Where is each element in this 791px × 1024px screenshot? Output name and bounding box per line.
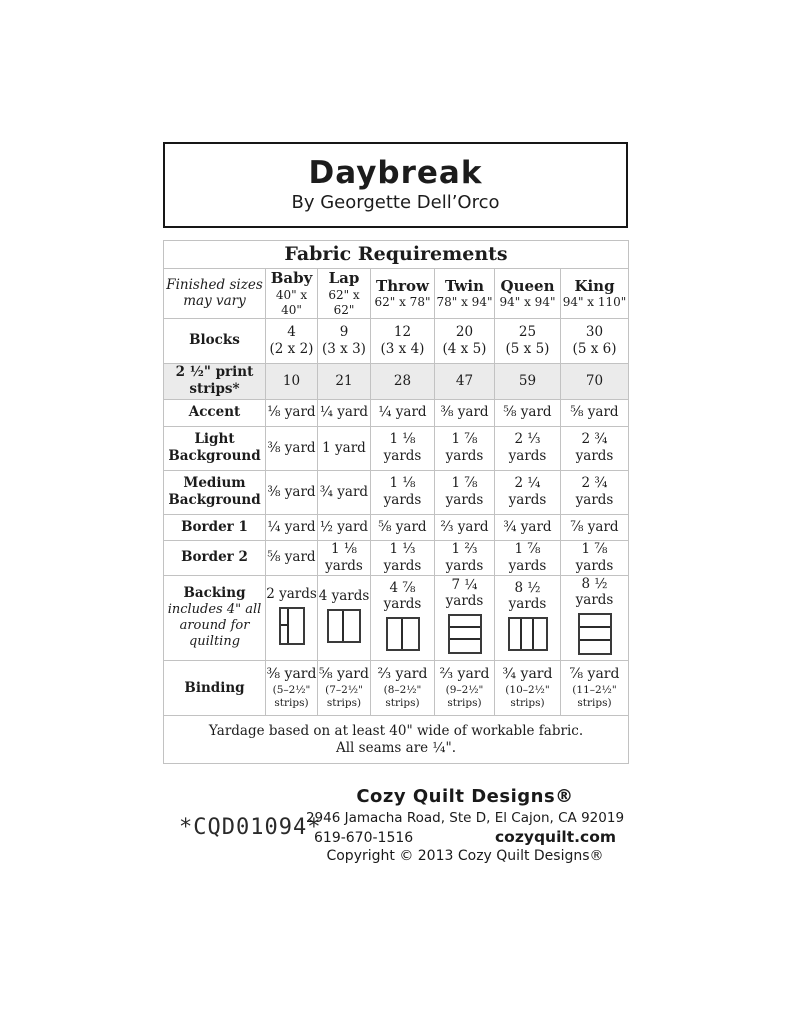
cell: ⅝ yard	[266, 540, 318, 575]
cell: 25 (5 x 5)	[495, 318, 561, 363]
cell: 8 ½ yards	[561, 575, 629, 661]
pattern-byline: By Georgette Dell’Orco	[291, 192, 500, 214]
cell: 8 ½ yards	[495, 575, 561, 661]
cell: 9 (3 x 3)	[318, 318, 371, 363]
cell: ⅝ yard (7–2½" strips)	[318, 661, 371, 716]
copyright-line: Copyright © 2013 Cozy Quilt Designs®	[326, 848, 604, 864]
cell: 2 ¾ yards	[561, 470, 629, 514]
table-row-border2	[164, 540, 629, 575]
company-block	[300, 786, 630, 864]
cell: 4 yards	[318, 575, 371, 661]
cell: 1 ⅞ yards	[435, 426, 495, 470]
column-header-throw: Throw 62" x 78"	[371, 269, 435, 319]
cell: 1 yard	[318, 426, 371, 470]
backing-diagram-queen	[508, 617, 548, 651]
cell: 47	[435, 363, 495, 399]
column-header-twin: Twin 78" x 94"	[435, 269, 495, 319]
table-title: Fabric Requirements	[164, 241, 629, 269]
cell: ¼ yard	[318, 399, 371, 426]
cell: ⅔ yard	[435, 514, 495, 540]
cell: ⅜ yard	[266, 470, 318, 514]
cell: 1 ⅛ yards	[371, 426, 435, 470]
table-row-blocks	[164, 318, 629, 363]
backing-diagram-throw	[386, 617, 420, 651]
company-address: 2946 Jamacha Road, Ste D, El Cajon, CA 92019	[305, 810, 625, 826]
cell: 2 ¾ yards	[561, 426, 629, 470]
cell: 1 ⅛ yards	[318, 540, 371, 575]
cell: 1 ⅞ yards	[435, 470, 495, 514]
pattern-title: Daybreak	[308, 154, 483, 191]
row-label: 2 ½" print strips*	[164, 363, 266, 399]
cell: ⅝ yard	[371, 514, 435, 540]
row-label: Border 1	[164, 514, 266, 540]
cell: ⅞ yard (11–2½" strips)	[561, 661, 629, 716]
cell: 20 (4 x 5)	[435, 318, 495, 363]
table-row-accent	[164, 399, 629, 426]
row-label: Blocks	[164, 318, 266, 363]
column-header-row	[164, 269, 629, 319]
cell: ⅞ yard	[561, 514, 629, 540]
cell: 21	[318, 363, 371, 399]
cell: ¼ yard	[266, 514, 318, 540]
fabric-requirements-table	[163, 240, 629, 764]
row-label: Medium Background	[164, 470, 266, 514]
cell: ½ yard	[318, 514, 371, 540]
row-label: Light Background	[164, 426, 266, 470]
cell: ⅜ yard (5–2½" strips)	[266, 661, 318, 716]
row-label: Backing includes 4" all around for quilting	[164, 575, 266, 661]
cell: ⅔ yard (9–2½" strips)	[435, 661, 495, 716]
backing-diagram-twin	[448, 614, 482, 654]
column-header-baby: Baby 40" x 40"	[266, 269, 318, 319]
cell: 30 (5 x 6)	[561, 318, 629, 363]
cell: ⅔ yard (8–2½" strips)	[371, 661, 435, 716]
yardage-footnote: Yardage based on at least 40" wide of workable fabric. All seams are ¼".	[164, 716, 629, 764]
company-phone: 619-670-1516	[314, 830, 414, 846]
cell: 70	[561, 363, 629, 399]
backing-note: includes 4" all around for quilting	[167, 601, 262, 650]
cell: 10	[266, 363, 318, 399]
cell: ⅜ yard	[435, 399, 495, 426]
backing-diagram-king	[578, 613, 612, 655]
cell: ⅝ yard	[561, 399, 629, 426]
cell: 28	[371, 363, 435, 399]
company-name: Cozy Quilt Designs®	[356, 786, 574, 807]
cell: 1 ⅛ yards	[371, 470, 435, 514]
corner-note: Finished sizes may vary	[164, 269, 266, 319]
column-header-queen: Queen 94" x 94"	[495, 269, 561, 319]
cell: ¼ yard	[371, 399, 435, 426]
table-row-border1	[164, 514, 629, 540]
backing-diagram-baby	[279, 607, 305, 645]
table-row-backing	[164, 575, 629, 661]
table-row-binding	[164, 661, 629, 716]
table-title-row	[164, 241, 629, 269]
row-label: Binding	[164, 661, 266, 716]
cell: ¾ yard	[318, 470, 371, 514]
cell: 2 ⅓ yards	[495, 426, 561, 470]
table-row-medium-background	[164, 470, 629, 514]
cell: ⅝ yard	[495, 399, 561, 426]
cell: 2 yards	[266, 575, 318, 661]
cell: ¾ yard	[495, 514, 561, 540]
table-row-light-background	[164, 426, 629, 470]
cell: 1 ⅔ yards	[435, 540, 495, 575]
cell: 7 ¼ yards	[435, 575, 495, 661]
cell: 12 (3 x 4)	[371, 318, 435, 363]
phone-website-line	[300, 828, 630, 846]
backing-diagram-lap	[327, 609, 361, 643]
cell: 4 (2 x 2)	[266, 318, 318, 363]
column-header-king: King 94" x 110"	[561, 269, 629, 319]
cell: ¾ yard (10–2½" strips)	[495, 661, 561, 716]
cell: 1 ⅓ yards	[371, 540, 435, 575]
pattern-sku: *CQD01094*	[179, 815, 322, 840]
row-label: Border 2	[164, 540, 266, 575]
column-header-lap: Lap 62" x 62"	[318, 269, 371, 319]
cell: 2 ¼ yards	[495, 470, 561, 514]
cell: ⅜ yard	[266, 426, 318, 470]
cell: 4 ⅞ yards	[371, 575, 435, 661]
cell: 1 ⅞ yards	[495, 540, 561, 575]
cell: 59	[495, 363, 561, 399]
cell: ⅛ yard	[266, 399, 318, 426]
cell: 1 ⅞ yards	[561, 540, 629, 575]
company-website: cozyquilt.com	[494, 828, 616, 846]
table-row-print-strips	[164, 363, 629, 399]
table-footnote-row	[164, 716, 629, 764]
title-box	[163, 142, 628, 228]
row-label: Accent	[164, 399, 266, 426]
